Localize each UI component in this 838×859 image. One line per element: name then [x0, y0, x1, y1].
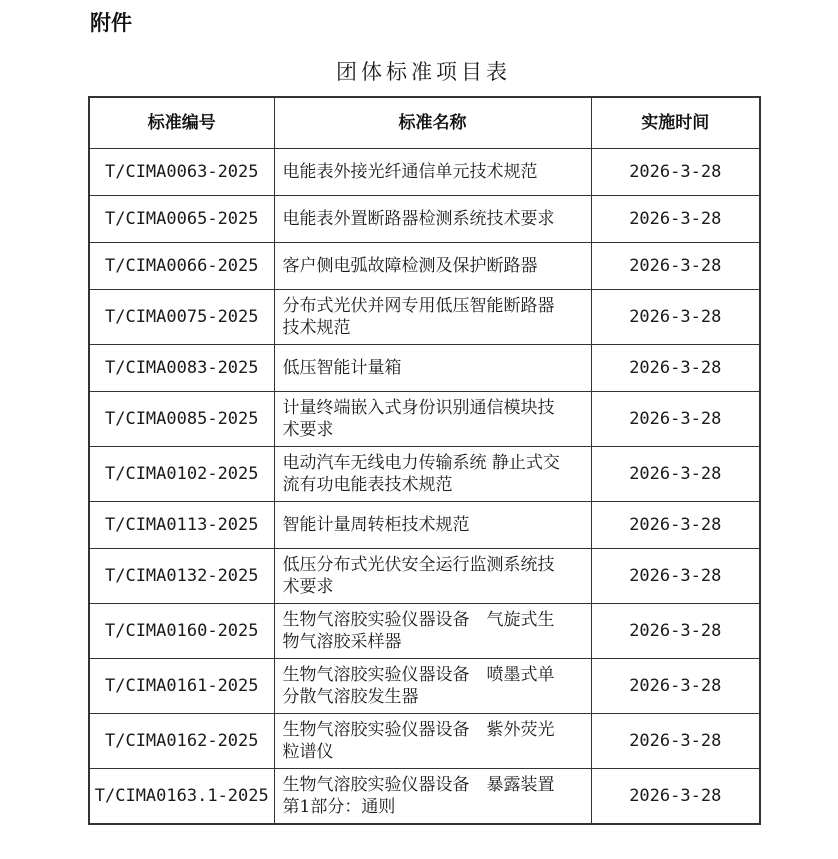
standard-code-cell: T/CIMA0132-2025: [89, 549, 274, 604]
attachment-label: 附件: [90, 11, 132, 35]
table-row: [89, 149, 760, 196]
standard-name-cell: 客户侧电弧故障检测及保护断路器: [274, 243, 591, 290]
standard-name-cell: 低压分布式光伏安全运行监测系统技术要求: [274, 549, 591, 604]
column-header-standard-code: 标准编号: [89, 97, 274, 149]
table-row: [89, 604, 760, 659]
standard-name-cell: 电能表外置断路器检测系统技术要求: [274, 196, 591, 243]
implementation-date-cell: 2026-3-28: [591, 392, 760, 447]
table-header-row: [89, 97, 760, 149]
column-header-implementation-date: 实施时间: [591, 97, 760, 149]
standard-code-cell: T/CIMA0066-2025: [89, 243, 274, 290]
standard-name-cell: 智能计量周转柜技术规范: [274, 502, 591, 549]
implementation-date-cell: 2026-3-28: [591, 549, 760, 604]
standard-code-cell: T/CIMA0162-2025: [89, 714, 274, 769]
standard-code-cell: T/CIMA0083-2025: [89, 345, 274, 392]
table-row: [89, 447, 760, 502]
table-row: [89, 769, 760, 825]
table-row: [89, 714, 760, 769]
standard-code-cell: T/CIMA0065-2025: [89, 196, 274, 243]
table-row: [89, 502, 760, 549]
standard-name-cell: 生物气溶胶实验仪器设备 喷墨式单分散气溶胶发生器: [274, 659, 591, 714]
implementation-date-cell: 2026-3-28: [591, 769, 760, 825]
table-row: [89, 659, 760, 714]
standard-code-cell: T/CIMA0075-2025: [89, 290, 274, 345]
page-title: 团体标准项目表: [336, 60, 511, 84]
standard-name-cell: 电能表外接光纤通信单元技术规范: [274, 149, 591, 196]
standard-name-cell: 低压智能计量箱: [274, 345, 591, 392]
standards-table: [88, 96, 761, 825]
implementation-date-cell: 2026-3-28: [591, 714, 760, 769]
implementation-date-cell: 2026-3-28: [591, 604, 760, 659]
implementation-date-cell: 2026-3-28: [591, 447, 760, 502]
implementation-date-cell: 2026-3-28: [591, 243, 760, 290]
table-row: [89, 345, 760, 392]
table-row: [89, 243, 760, 290]
implementation-date-cell: 2026-3-28: [591, 502, 760, 549]
implementation-date-cell: 2026-3-28: [591, 196, 760, 243]
implementation-date-cell: 2026-3-28: [591, 149, 760, 196]
table-row: [89, 290, 760, 345]
standard-code-cell: T/CIMA0161-2025: [89, 659, 274, 714]
standard-name-cell: 生物气溶胶实验仪器设备 紫外荧光粒谱仪: [274, 714, 591, 769]
standard-code-cell: T/CIMA0163.1-2025: [89, 769, 274, 825]
implementation-date-cell: 2026-3-28: [591, 290, 760, 345]
implementation-date-cell: 2026-3-28: [591, 345, 760, 392]
table-row: [89, 196, 760, 243]
standard-name-cell: 电动汽车无线电力传输系统 静止式交流有功电能表技术规范: [274, 447, 591, 502]
standard-code-cell: T/CIMA0160-2025: [89, 604, 274, 659]
standard-name-cell: 生物气溶胶实验仪器设备 气旋式生物气溶胶采样器: [274, 604, 591, 659]
standard-name-cell: 分布式光伏并网专用低压智能断路器技术规范: [274, 290, 591, 345]
standard-name-cell: 计量终端嵌入式身份识别通信模块技术要求: [274, 392, 591, 447]
implementation-date-cell: 2026-3-28: [591, 659, 760, 714]
column-header-standard-name: 标准名称: [274, 97, 591, 149]
standard-code-cell: T/CIMA0085-2025: [89, 392, 274, 447]
standard-code-cell: T/CIMA0063-2025: [89, 149, 274, 196]
standard-name-cell: 生物气溶胶实验仪器设备 暴露装置 第1部分：通则: [274, 769, 591, 825]
standard-code-cell: T/CIMA0102-2025: [89, 447, 274, 502]
standard-code-cell: T/CIMA0113-2025: [89, 502, 274, 549]
table-row: [89, 392, 760, 447]
table-row: [89, 549, 760, 604]
